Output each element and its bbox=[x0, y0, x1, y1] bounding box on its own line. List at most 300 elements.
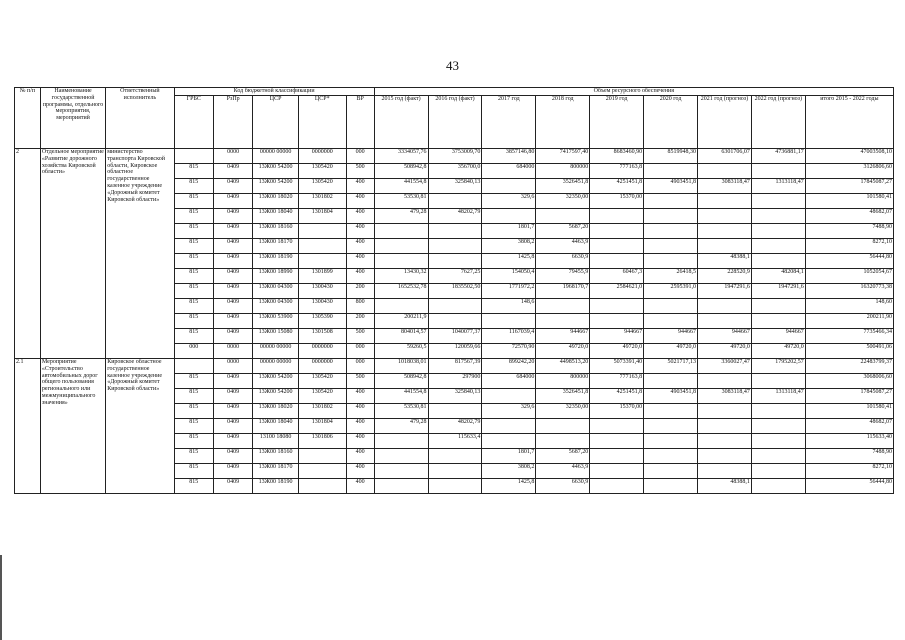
table-cell: 13Ж00 18040 bbox=[253, 209, 299, 224]
table-cell: 2584621,0 bbox=[590, 284, 644, 299]
table-cell: 1305420 bbox=[298, 389, 346, 404]
table-cell: 1052054,67 bbox=[805, 269, 893, 284]
header-resources: Объем ресурсного обеспечения bbox=[374, 88, 893, 96]
budget-table bbox=[14, 87, 894, 494]
table-cell bbox=[751, 449, 805, 464]
table-cell: 56444,80 bbox=[805, 479, 893, 494]
table-cell: 3068006,60 bbox=[805, 374, 893, 389]
table-cell: 13Ж00 54200 bbox=[253, 374, 299, 389]
table-cell: 13Ж00 54200 bbox=[253, 164, 299, 179]
table-cell bbox=[482, 434, 536, 449]
table-cell: 000 bbox=[346, 359, 374, 374]
table-cell bbox=[482, 314, 536, 329]
header-2015: 2015 год (факт) bbox=[374, 96, 428, 149]
table-cell: 00000 00000 bbox=[253, 149, 299, 164]
table-cell: 815 bbox=[174, 239, 213, 254]
table-cell: 400 bbox=[346, 269, 374, 284]
table-cell: 400 bbox=[346, 254, 374, 269]
table-cell: 000 bbox=[174, 344, 213, 359]
table-cell bbox=[590, 209, 644, 224]
table-cell: 400 bbox=[346, 419, 374, 434]
table-cell: 4251451,8 bbox=[590, 179, 644, 194]
table-cell: 815 bbox=[174, 449, 213, 464]
table-cell: 00000 00000 bbox=[253, 359, 299, 374]
table-cell: 1301802 bbox=[298, 404, 346, 419]
table-cell bbox=[590, 224, 644, 239]
table-cell: 400 bbox=[346, 209, 374, 224]
table-cell: 5687,20 bbox=[536, 449, 590, 464]
table-cell bbox=[751, 479, 805, 494]
table-cell: 13Ж00 04300 bbox=[253, 299, 299, 314]
table-cell: 1301802 bbox=[298, 194, 346, 209]
table-cell: 815 bbox=[174, 464, 213, 479]
table-cell: 0409 bbox=[213, 239, 252, 254]
table-cell bbox=[482, 209, 536, 224]
table-cell bbox=[644, 194, 698, 209]
table-cell: 13Ж00 18160 bbox=[253, 224, 299, 239]
table-cell: 800 bbox=[346, 299, 374, 314]
table-cell: 1300430 bbox=[298, 299, 346, 314]
table-cell: 7417597,40 bbox=[536, 149, 590, 164]
table-cell bbox=[644, 479, 698, 494]
table-cell: 48388,1 bbox=[697, 254, 751, 269]
table-cell bbox=[644, 374, 698, 389]
row-executor: Кировское областное государственное казенное учреждение «Дорожный комитет Кировской области» bbox=[106, 359, 174, 494]
table-cell bbox=[428, 479, 482, 494]
table-cell bbox=[697, 374, 751, 389]
table-cell: 13Ж00 18190 bbox=[253, 479, 299, 494]
table-cell: 200211,9 bbox=[374, 314, 428, 329]
table-cell: 1040077,37 bbox=[428, 329, 482, 344]
table-cell bbox=[697, 164, 751, 179]
header-csr: ЦСР bbox=[253, 96, 299, 149]
header-vr: ВР bbox=[346, 96, 374, 149]
table-cell: 3808,2 bbox=[482, 464, 536, 479]
table-cell: 815 bbox=[174, 389, 213, 404]
table-cell: 944667 bbox=[751, 329, 805, 344]
table-cell: 4463,9 bbox=[536, 239, 590, 254]
table-cell: 72570,90 bbox=[482, 344, 536, 359]
table-cell: 0409 bbox=[213, 179, 252, 194]
row-num: 2.1 bbox=[15, 359, 41, 494]
table-cell: 3334057,76 bbox=[374, 149, 428, 164]
table-cell: 400 bbox=[346, 194, 374, 209]
table-cell: 400 bbox=[346, 389, 374, 404]
table-cell: 48202,79 bbox=[428, 419, 482, 434]
table-cell: 53530,81 bbox=[374, 194, 428, 209]
table-cell: 00000 00000 bbox=[253, 344, 299, 359]
table-cell bbox=[697, 404, 751, 419]
table-cell: 32350,00 bbox=[536, 404, 590, 419]
table-cell bbox=[644, 239, 698, 254]
header-2022: 2022 год (прогноз) bbox=[751, 96, 805, 149]
table-cell: 53530,81 bbox=[374, 404, 428, 419]
table-cell: 400 bbox=[346, 479, 374, 494]
table-cell: 815 bbox=[174, 479, 213, 494]
table-cell bbox=[374, 434, 428, 449]
table-cell: 1305420 bbox=[298, 179, 346, 194]
table-cell bbox=[751, 374, 805, 389]
table-cell: 6630,9 bbox=[536, 479, 590, 494]
table-cell: 815 bbox=[174, 224, 213, 239]
table-cell bbox=[751, 299, 805, 314]
table-cell bbox=[536, 299, 590, 314]
table-cell: 815 bbox=[174, 269, 213, 284]
table-cell: 817567,39 bbox=[428, 359, 482, 374]
header-2019: 2019 год bbox=[590, 96, 644, 149]
table-cell: 944667 bbox=[697, 329, 751, 344]
table-cell: 0409 bbox=[213, 434, 252, 449]
table-cell: 400 bbox=[346, 464, 374, 479]
table-cell bbox=[174, 359, 213, 374]
table-cell: 3857146,80 bbox=[482, 149, 536, 164]
table-cell: 3526451,8 bbox=[536, 389, 590, 404]
table-cell: 000 bbox=[346, 149, 374, 164]
table-cell: 8272,10 bbox=[805, 239, 893, 254]
table-cell: 6630,9 bbox=[536, 254, 590, 269]
table-cell: 49720,0 bbox=[751, 344, 805, 359]
header-rzpr: РзПр bbox=[213, 96, 252, 149]
table-cell: 1801,7 bbox=[482, 449, 536, 464]
table-cell: 0000000 bbox=[298, 149, 346, 164]
table-cell bbox=[298, 239, 346, 254]
table-cell: 101580,41 bbox=[805, 194, 893, 209]
table-cell bbox=[644, 299, 698, 314]
table-cell: 0409 bbox=[213, 209, 252, 224]
table-cell: 3083118,47 bbox=[697, 389, 751, 404]
table-cell: 0409 bbox=[213, 329, 252, 344]
table-cell: 1425,8 bbox=[482, 254, 536, 269]
table-cell: 800000 bbox=[536, 164, 590, 179]
table-cell: 1652532,78 bbox=[374, 284, 428, 299]
header-2020: 2020 год bbox=[644, 96, 698, 149]
table-cell bbox=[590, 419, 644, 434]
table-cell bbox=[644, 434, 698, 449]
table-cell bbox=[374, 224, 428, 239]
table-cell: 154050,4 bbox=[482, 269, 536, 284]
table-cell: 1300430 bbox=[298, 284, 346, 299]
table-cell: 4903451,8 bbox=[644, 389, 698, 404]
table-cell: 329,6 bbox=[482, 194, 536, 209]
table-cell: 1313118,47 bbox=[751, 179, 805, 194]
table-cell: 148,60 bbox=[805, 299, 893, 314]
table-cell bbox=[751, 209, 805, 224]
table-cell: 441554,8 bbox=[374, 389, 428, 404]
table-cell: 0409 bbox=[213, 269, 252, 284]
table-cell bbox=[697, 419, 751, 434]
table-cell bbox=[374, 239, 428, 254]
table-cell: 7488,90 bbox=[805, 449, 893, 464]
table-row bbox=[15, 359, 894, 374]
table-cell bbox=[644, 224, 698, 239]
table-cell: 508942,8 bbox=[374, 374, 428, 389]
table-cell bbox=[428, 299, 482, 314]
table-cell: 4498513,20 bbox=[536, 359, 590, 374]
table-cell: 325840,13 bbox=[428, 389, 482, 404]
table-cell: 13Ж00 53900 bbox=[253, 314, 299, 329]
table-cell: 0409 bbox=[213, 284, 252, 299]
table-cell: 1301508 bbox=[298, 329, 346, 344]
table-cell bbox=[590, 464, 644, 479]
table-cell bbox=[644, 449, 698, 464]
table-cell: 48682,07 bbox=[805, 419, 893, 434]
table-cell: 15370,00 bbox=[590, 194, 644, 209]
table-cell: 13Ж00 54200 bbox=[253, 389, 299, 404]
table-cell bbox=[590, 254, 644, 269]
table-cell: 815 bbox=[174, 164, 213, 179]
table-cell bbox=[536, 314, 590, 329]
table-cell: 115633,40 bbox=[805, 434, 893, 449]
table-cell bbox=[536, 209, 590, 224]
table-cell: 1301804 bbox=[298, 209, 346, 224]
table-cell: 5073391,40 bbox=[590, 359, 644, 374]
table-cell: 1018038,01 bbox=[374, 359, 428, 374]
table-cell: 13100 18080 bbox=[253, 434, 299, 449]
table-cell: 0409 bbox=[213, 404, 252, 419]
table-cell: 13Ж00 18170 bbox=[253, 239, 299, 254]
table-row bbox=[15, 149, 894, 164]
table-cell bbox=[298, 449, 346, 464]
table-cell: 684000 bbox=[482, 164, 536, 179]
table-cell: 2595391,0 bbox=[644, 284, 698, 299]
table-cell: 1835502,50 bbox=[428, 284, 482, 299]
table-cell: 508942,8 bbox=[374, 164, 428, 179]
table-cell bbox=[590, 449, 644, 464]
table-cell: 1795202,57 bbox=[751, 359, 805, 374]
table-cell: 944667 bbox=[536, 329, 590, 344]
table-cell: 684000 bbox=[482, 374, 536, 389]
table-cell: 0409 bbox=[213, 449, 252, 464]
table-cell: 400 bbox=[346, 449, 374, 464]
table-cell: 22483799,37 bbox=[805, 359, 893, 374]
table-cell: 1301806 bbox=[298, 434, 346, 449]
table-cell bbox=[298, 224, 346, 239]
header-2017: 2017 год bbox=[482, 96, 536, 149]
header-csr2: ЦСР* bbox=[298, 96, 346, 149]
table-cell bbox=[590, 479, 644, 494]
table-cell: 200 bbox=[346, 284, 374, 299]
table-cell: 115633,4 bbox=[428, 434, 482, 449]
table-body bbox=[15, 149, 894, 494]
table-cell bbox=[697, 464, 751, 479]
table-cell: 815 bbox=[174, 254, 213, 269]
table-cell: 482084,1 bbox=[751, 269, 805, 284]
table-cell: 0000 bbox=[213, 344, 252, 359]
table-cell: 815 bbox=[174, 194, 213, 209]
table-cell bbox=[536, 419, 590, 434]
table-cell bbox=[174, 149, 213, 164]
table-cell: 356700,0 bbox=[428, 164, 482, 179]
table-cell: 815 bbox=[174, 374, 213, 389]
table-cell: 13Ж00 04300 bbox=[253, 284, 299, 299]
table-cell: 60467,3 bbox=[590, 269, 644, 284]
table-cell: 0409 bbox=[213, 194, 252, 209]
table-cell bbox=[374, 449, 428, 464]
table-cell: 0409 bbox=[213, 164, 252, 179]
table-cell bbox=[751, 254, 805, 269]
table-cell: 13Ж00 18040 bbox=[253, 419, 299, 434]
table-cell bbox=[298, 254, 346, 269]
table-cell bbox=[374, 254, 428, 269]
table-cell: 0409 bbox=[213, 224, 252, 239]
table-cell bbox=[298, 479, 346, 494]
table-cell: 16320773,38 bbox=[805, 284, 893, 299]
table-cell bbox=[751, 239, 805, 254]
table-cell: 48388,1 bbox=[697, 479, 751, 494]
table-cell bbox=[374, 464, 428, 479]
table-cell: 944667 bbox=[590, 329, 644, 344]
table-cell: 13Ж00 18160 bbox=[253, 449, 299, 464]
table-cell: 329,6 bbox=[482, 404, 536, 419]
table-cell: 32350,00 bbox=[536, 194, 590, 209]
table-cell: 777163,8 bbox=[590, 374, 644, 389]
table-cell: 0409 bbox=[213, 374, 252, 389]
table-cell: 49720,0 bbox=[644, 344, 698, 359]
table-cell: 17845087,27 bbox=[805, 179, 893, 194]
table-cell: 6301706,07 bbox=[697, 149, 751, 164]
table-cell: 1947291,6 bbox=[697, 284, 751, 299]
table-cell: 3526451,8 bbox=[536, 179, 590, 194]
table-cell: 944667 bbox=[644, 329, 698, 344]
table-cell: 0409 bbox=[213, 464, 252, 479]
table-cell: 500 bbox=[346, 329, 374, 344]
table-cell: 0409 bbox=[213, 419, 252, 434]
header-num: № п/п bbox=[15, 88, 41, 149]
table-cell bbox=[428, 254, 482, 269]
table-cell: 228520,9 bbox=[697, 269, 751, 284]
table-cell: 13Ж00 18990 bbox=[253, 269, 299, 284]
scan-edge-mark bbox=[0, 555, 2, 640]
table-cell: 815 bbox=[174, 299, 213, 314]
table-cell: 0000 bbox=[213, 149, 252, 164]
table-cell bbox=[697, 434, 751, 449]
table-cell bbox=[482, 389, 536, 404]
table-cell: 13Ж00 18020 bbox=[253, 194, 299, 209]
table-cell: 1301804 bbox=[298, 419, 346, 434]
table-cell: 1305420 bbox=[298, 164, 346, 179]
table-cell bbox=[374, 299, 428, 314]
table-cell: 500 bbox=[346, 164, 374, 179]
table-cell: 7488,90 bbox=[805, 224, 893, 239]
table-cell: 3753009,70 bbox=[428, 149, 482, 164]
table-cell: 13430,32 bbox=[374, 269, 428, 284]
table-cell: 1425,8 bbox=[482, 479, 536, 494]
table-cell bbox=[644, 164, 698, 179]
table-cell: 49720,0 bbox=[590, 344, 644, 359]
table-cell: 400 bbox=[346, 404, 374, 419]
table-cell: 4736881,17 bbox=[751, 149, 805, 164]
table-cell: 000 bbox=[346, 344, 374, 359]
table-cell: 3808,2 bbox=[482, 239, 536, 254]
table-cell: 1305420 bbox=[298, 374, 346, 389]
table-cell: 0409 bbox=[213, 389, 252, 404]
header-name: Наименование государственной программы, отдельного мероприятия, мероприятий bbox=[40, 88, 105, 149]
table-cell bbox=[751, 164, 805, 179]
table-cell bbox=[644, 314, 698, 329]
table-cell bbox=[428, 449, 482, 464]
table-cell bbox=[644, 209, 698, 224]
table-cell: 899242,20 bbox=[482, 359, 536, 374]
table-cell bbox=[428, 314, 482, 329]
table-cell bbox=[751, 224, 805, 239]
table-cell bbox=[751, 404, 805, 419]
table-cell bbox=[298, 464, 346, 479]
table-cell bbox=[644, 254, 698, 269]
table-cell bbox=[751, 434, 805, 449]
table-cell: 26418,5 bbox=[644, 269, 698, 284]
table-cell: 5687,20 bbox=[536, 224, 590, 239]
table-cell bbox=[697, 224, 751, 239]
table-cell bbox=[697, 299, 751, 314]
table-cell: 1301899 bbox=[298, 269, 346, 284]
table-cell: 325840,13 bbox=[428, 179, 482, 194]
table-cell bbox=[751, 314, 805, 329]
table-cell: 8272,10 bbox=[805, 464, 893, 479]
table-cell: 5021717,13 bbox=[644, 359, 698, 374]
row-executor: министерство транспорта Кировской области, Кировское областное государственное казенное учреждение «Дорожный комитет Кировской области» bbox=[106, 149, 174, 359]
table-cell bbox=[751, 419, 805, 434]
table-cell: 400 bbox=[346, 224, 374, 239]
table-cell: 815 bbox=[174, 314, 213, 329]
table-cell bbox=[428, 239, 482, 254]
table-cell: 0409 bbox=[213, 479, 252, 494]
table-cell: 479,28 bbox=[374, 209, 428, 224]
table-cell: 59260,5 bbox=[374, 344, 428, 359]
table-cell: 4903451,8 bbox=[644, 179, 698, 194]
header-executor: Ответственный исполнитель bbox=[106, 88, 174, 149]
table-cell: 13Ж00 18020 bbox=[253, 404, 299, 419]
table-cell bbox=[751, 194, 805, 209]
table-cell: 3126806,60 bbox=[805, 164, 893, 179]
table-cell: 200211,90 bbox=[805, 314, 893, 329]
table-cell: 47003508,10 bbox=[805, 149, 893, 164]
table-cell: 815 bbox=[174, 179, 213, 194]
table-cell: 815 bbox=[174, 404, 213, 419]
table-cell bbox=[697, 449, 751, 464]
table-cell: 56444,80 bbox=[805, 254, 893, 269]
table-cell: 400 bbox=[346, 179, 374, 194]
table-cell: 7735466,34 bbox=[805, 329, 893, 344]
table-cell bbox=[482, 419, 536, 434]
table-cell: 0000 bbox=[213, 359, 252, 374]
table-cell: 777163,8 bbox=[590, 164, 644, 179]
table-cell: 297900 bbox=[428, 374, 482, 389]
table-cell bbox=[428, 224, 482, 239]
table-cell: 101580,41 bbox=[805, 404, 893, 419]
page-number: 43 bbox=[446, 58, 459, 73]
table-cell: 815 bbox=[174, 329, 213, 344]
table-cell: 500 bbox=[346, 374, 374, 389]
table-cell: 13Ж00 54200 bbox=[253, 179, 299, 194]
table-cell: 1968170,7 bbox=[536, 284, 590, 299]
table-cell: 7627,25 bbox=[428, 269, 482, 284]
table-cell bbox=[536, 434, 590, 449]
table-cell: 49720,0 bbox=[536, 344, 590, 359]
header-2018: 2018 год bbox=[536, 96, 590, 149]
table-cell: 479,28 bbox=[374, 419, 428, 434]
table-cell: 0409 bbox=[213, 254, 252, 269]
table-cell bbox=[374, 479, 428, 494]
table-cell bbox=[590, 239, 644, 254]
table-cell bbox=[644, 464, 698, 479]
table-cell bbox=[590, 314, 644, 329]
table-cell: 0000000 bbox=[298, 344, 346, 359]
header-total: итого 2015 - 2022 годы bbox=[805, 96, 893, 149]
table-cell: 79455,9 bbox=[536, 269, 590, 284]
header-grbs: ГРБС bbox=[174, 96, 213, 149]
row-name: Мероприятие «Строительство автомобильных дорог общего пользования регионального или межмуниципального значения» bbox=[40, 359, 105, 494]
table-cell: 800000 bbox=[536, 374, 590, 389]
